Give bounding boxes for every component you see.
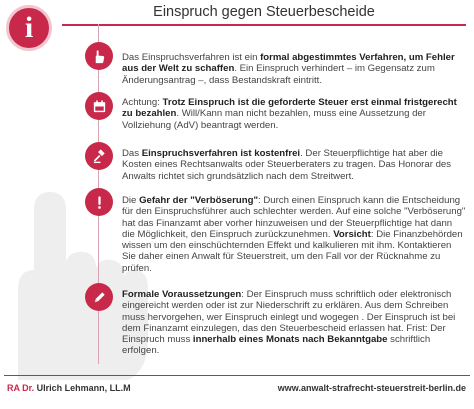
author-credit [7,383,131,393]
title-divider [62,24,466,26]
list-item: Das Einspruchsverfahren ist ein formal abgestimmtes Verfahren, um Fehler aus der Welt zu schaffen. Ein Einspruch verhindert – im Gegensatz zum Änderungsantrag –, dass Bestandskraft eintritt. [122,52,455,86]
author-name: Ulrich Lehmann, LL.M [34,383,131,393]
list-item: Formale Voraussetzungen: Der Einspruch muss schriftlich oder elektronisch eingereicht werden oder ist zur Niederschrift zu erklären. Aus dem Schreiben muss hervorgehen, wer Einspruch einlegt und wogegen . Der Einspruch ist bei dem Finanzamt einzulegen, das den Steuerbescheid erlassen hat. Frist: Der Einspruch muss innerhalb eines Monats nach Bekanntgabe schriftlich erfolgen. [122,289,456,357]
hand-pointing-icon [85,42,113,70]
calendar-icon [85,92,113,120]
footer-divider [4,375,470,376]
info-icon: i [6,5,52,51]
author-title: RA Dr. [7,383,35,393]
website-link[interactable]: www.anwalt-strafrecht-steuerstreit-berlin.de [277,383,466,393]
list-item: Die Gefahr der "Verböserung": Durch einen Einspruch kann die Entscheidung für den Einspruchsführer auch schlechter werden. Auf eine solche "Verböserung" hat das Finanzamt aber vorher hinzuweisen und der Steuerpflichtige hat dann die Möglichkeit, den Einspruch zurückzunehmen. Vorsicht: Die Finanzbehörden wissen um den einschüchternden Effekt und kalkulieren mit ihm. Kontaktieren Sie daher einen Anwalt für Steuerstreit, um den Fall vor der Rücknahme zu prüfen. [122,195,466,274]
warning-icon [85,188,113,216]
page-title: Einspruch gegen Steuerbescheide [153,4,375,20]
gavel-icon [85,142,113,170]
pencil-icon [85,283,113,311]
list-item: Achtung: Trotz Einspruch ist die geforderte Steuer erst einmal fristgerecht zu bezahlen. Will/Kann man nicht bezahlen, muss eine Aussetzung der Vollziehung (AdV) beantragt werden. [122,97,457,131]
list-item: Das Einspruchsverfahren ist kostenfrei. Der Steuerpflichtige hat aber die Kosten eines Rechtsanwalts oder Steuerberaters zu tragen. Das Honorar des Anwalts richtet sich grundsätzlich nach dem Streitwert. [122,148,452,182]
